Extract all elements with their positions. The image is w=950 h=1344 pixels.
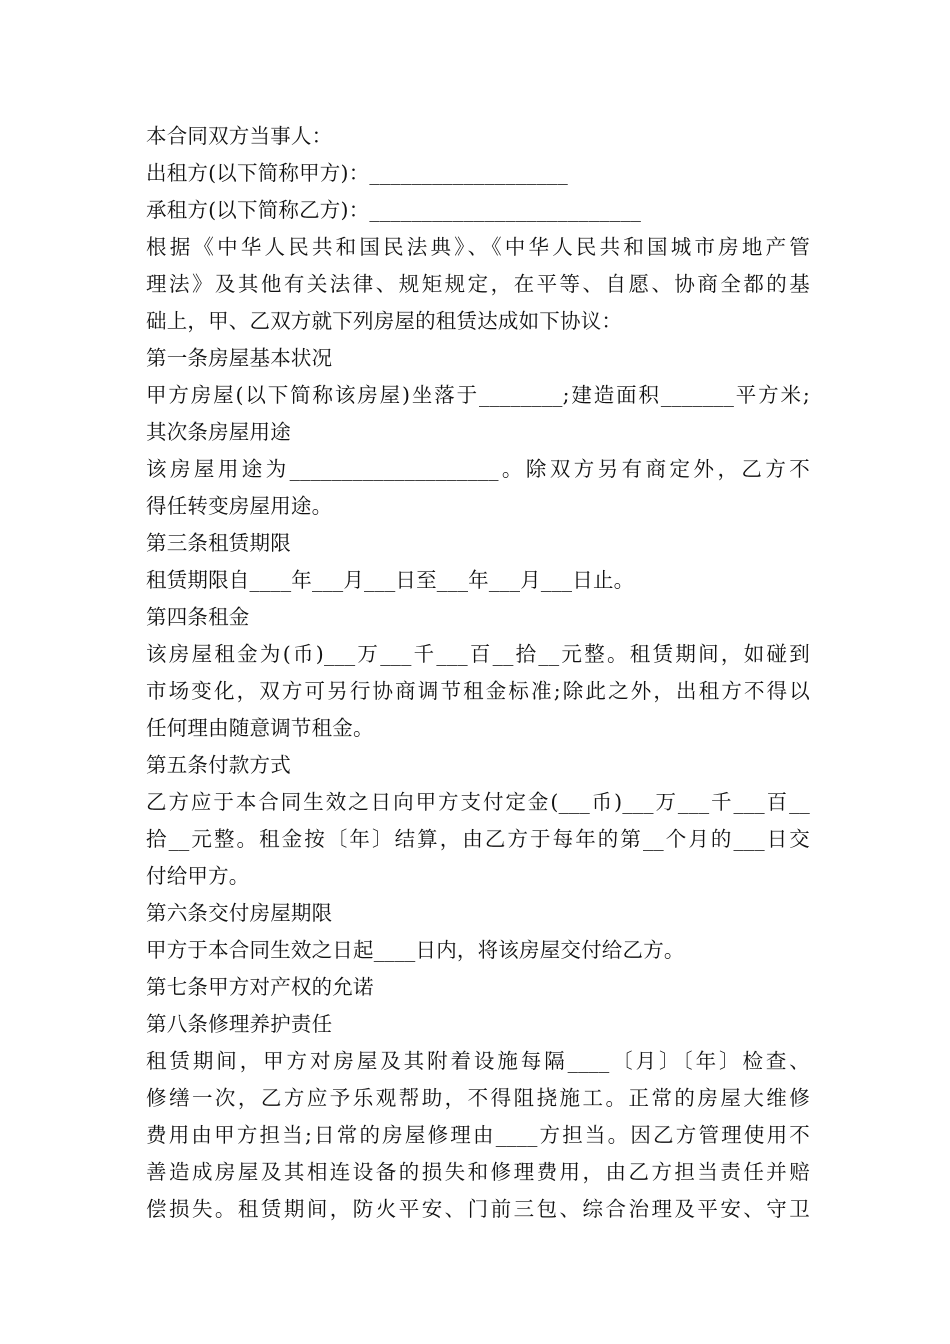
document-line: 任何理由随意调节租金。 <box>146 716 374 740</box>
document-line: 偿损失。租赁期间，防火平安、门前三包、综合治理及平安、守卫 <box>146 1197 810 1221</box>
document-line: 承租方(以下简称乙方)：__________________________ <box>146 198 642 222</box>
document-line: 该房屋用途为____________________。除双方另有商定外，乙方不 <box>146 457 810 481</box>
document-line: 乙方应于本合同生效之日向甲方支付定金(___币)___万___千___百__ <box>146 790 810 814</box>
document-line: 根据《中华人民共和国民法典》、《中华人民共和国城市房地产管 <box>146 235 810 259</box>
document-line: 第六条交付房屋期限 <box>146 901 333 925</box>
document-line: 得任转变房屋用途。 <box>146 494 333 518</box>
document-line: 善造成房屋及其相连设备的损失和修理费用，由乙方担当责任并赔 <box>146 1160 810 1184</box>
document-line: 第五条付款方式 <box>146 753 291 777</box>
document-line: 第七条甲方对产权的允诺 <box>146 975 374 999</box>
document-line: 出租方(以下简称甲方)：___________________ <box>146 161 568 185</box>
document-line: 该房屋租金为(币)___万___千___百__拾__元整。租赁期间，如碰到 <box>146 642 810 666</box>
document-line: 费用由甲方担当;日常的房屋修理由____方担当。因乙方管理使用不 <box>146 1123 810 1147</box>
document-line: 市场变化，双方可另行协商调节租金标准;除此之外，出租方不得以 <box>146 679 810 703</box>
document-line: 第八条修理养护责任 <box>146 1012 333 1036</box>
document-line: 理法》及其他有关法律、规矩规定，在平等、自愿、协商全都的基 <box>146 272 810 296</box>
document-line: 第三条租赁期限 <box>146 531 291 555</box>
document-line: 第四条租金 <box>146 605 250 629</box>
document-line: 础上，甲、乙双方就下列房屋的租赁达成如下协议： <box>146 309 623 333</box>
document-line: 其次条房屋用途 <box>146 420 291 444</box>
document-line: 本合同双方当事人： <box>146 124 333 148</box>
document-line: 拾__元整。租金按〔年〕结算，由乙方于每年的第__个月的___日交 <box>146 827 810 851</box>
document-line: 租赁期限自____年___月___日至___年___月___日止。 <box>146 568 635 592</box>
document-line: 甲方于本合同生效之日起____日内，将该房屋交付给乙方。 <box>146 938 685 962</box>
document-line: 租赁期间，甲方对房屋及其附着设施每隔____〔月〕〔年〕检查、 <box>146 1049 810 1073</box>
document-body <box>146 118 810 1228</box>
document-line: 甲方房屋(以下简称该房屋)坐落于________;建造面积_______平方米; <box>146 383 810 407</box>
document-line: 第一条房屋基本状况 <box>146 346 333 370</box>
document-line: 修缮一次，乙方应予乐观帮助，不得阻挠施工。正常的房屋大维修 <box>146 1086 810 1110</box>
document-line: 付给甲方。 <box>146 864 250 888</box>
